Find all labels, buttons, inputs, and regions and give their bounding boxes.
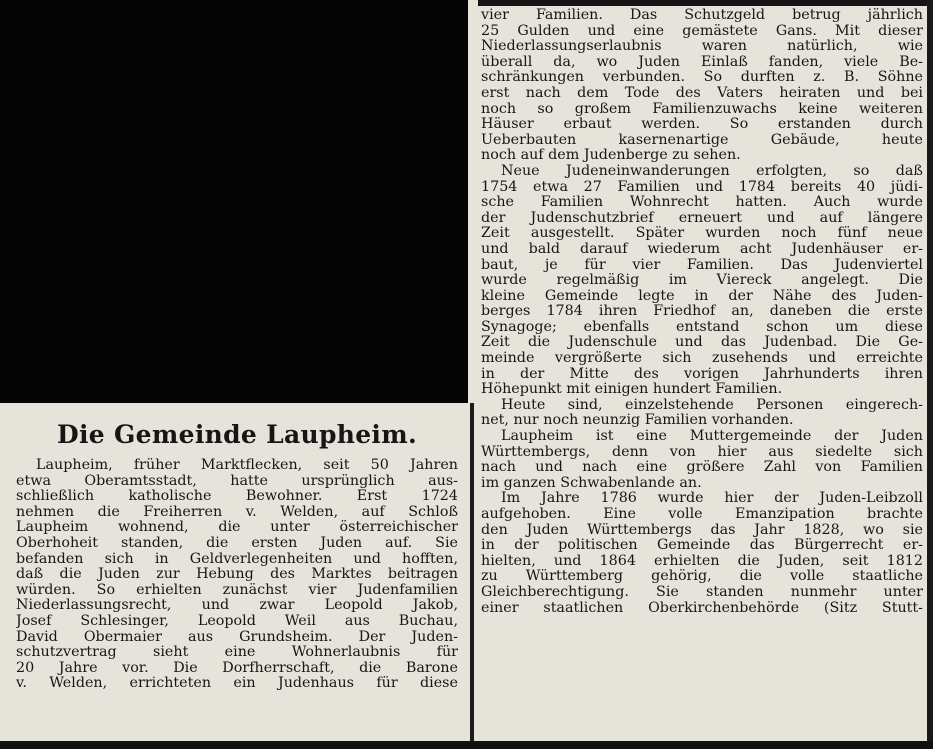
right-edge-border [927, 0, 933, 749]
text-line: Synagoge; ebenfalls entstand schon um diese [481, 319, 923, 335]
text-line: net, nur noch neunzig Familien vorhanden. [481, 413, 794, 429]
text-line: einer staatlichen Oberkirchenbehörde (Sitz Stutt- [481, 600, 923, 616]
text-line: Niederlassungsrecht, und zwar Leopold Jakob, [16, 598, 458, 614]
text-line: noch so großem Familienzuwachs keine weiteren [481, 101, 923, 117]
text-line: hielten, und 1864 erhielten die Juden, seit 1812 [481, 553, 923, 569]
text-line: nehmen die Freiherren v. Welden, auf Schloß [16, 504, 458, 520]
right-column [481, 8, 923, 740]
text-line: Württembergs, denn von hier aus siedelte sich [481, 444, 923, 460]
text-line: baut, je für vier Familien. Das Judenviertel [481, 257, 923, 273]
text-line: in der Mitte des vorigen Jahrhunderts ihren [481, 366, 923, 382]
text-line: der Judenschutzbrief erneuert und auf längere [481, 210, 923, 226]
text-line: zu Württemberg gehörig, die volle staatliche [481, 569, 923, 585]
text-line: Neue Judeneinwanderungen erfolgten, so daß [501, 163, 923, 179]
text-line: v. Welden, errichteten ein Judenhaus für diese [16, 676, 458, 692]
text-line: Heute sind, einzelstehende Personen eingerech- [501, 397, 923, 413]
black-image-area [0, 0, 468, 403]
text-line: noch auf dem Judenberge zu sehen. [481, 148, 741, 164]
text-line: vier Familien. Das Schutzgeld betrug jährlich [481, 8, 923, 23]
text-line: Laupheim ist eine Muttergemeinde der Juden [501, 429, 923, 445]
text-line: Laupheim, früher Marktflecken, seit 50 Jahren [36, 458, 458, 473]
text-line: aufgehoben. Eine volle Emanzipation brachte [481, 507, 923, 522]
text-line: Im Jahre 1786 wurde hier der Juden-Leibzoll [501, 491, 923, 507]
article-title: Die Gemeinde Laupheim. [57, 420, 417, 449]
text-line: 1754 etwa 27 Familien und 1784 bereits 40 jüdi- [481, 179, 923, 195]
text-line: 20 Jahre vor. Die Dorfherrschaft, die Barone [16, 660, 458, 676]
text-line: Oberhoheit standen, die ersten Juden auf. Sie [16, 535, 458, 551]
text-line: Laupheim wohnend, die unter österreichischer [16, 520, 458, 536]
text-line: wurde regelmäßig im Viereck angelegt. Die [481, 273, 923, 289]
text-line: meinde vergrößerte sich zusehends und erreichte [481, 351, 923, 367]
text-line: den Juden Württembergs das Jahr 1828, wo sie [481, 522, 923, 538]
text-line: nach und nach eine größere Zahl von Familien [481, 460, 923, 476]
text-line: befanden sich in Geldverlegenheiten und hofften, [16, 551, 458, 567]
text-line: berges 1784 ihren Friedhof an, daneben die erste [481, 304, 923, 320]
text-line: und bald darauf wiederum acht Judenhäuser er- [481, 241, 923, 257]
text-line: schließlich katholische Bewohner. Erst 1724 [16, 489, 458, 505]
text-line: Häuser erbaut werden. So erstanden durch [481, 117, 923, 133]
text-line: Josef Schlesinger, Leopold Weil aus Buchau, [16, 613, 458, 629]
text-line: etwa Oberamtsstadt, hatte ursprünglich aus- [16, 473, 458, 489]
text-line: Ueberbauten kasernenartige Gebäude, heute [481, 132, 923, 148]
right-column-text [481, 8, 923, 616]
text-line: daß die Juden zur Hebung des Marktes beitragen [16, 567, 458, 583]
text-line: kleine Gemeinde legte in der Nähe des Juden- [481, 288, 923, 304]
top-rule [478, 0, 933, 6]
text-line: in der politischen Gemeinde das Bürgerrecht er- [481, 538, 923, 554]
text-line: Niederlassungserlaubnis waren natürlich, wie [481, 39, 923, 55]
text-line: 25 Gulden und eine gemästete Gans. Mit dieser [481, 23, 923, 39]
text-line: Höhepunkt mit einigen hundert Familien. [481, 382, 783, 398]
bottom-rule [0, 741, 933, 749]
text-line: schränkungen verbunden. So durften z. B. Söhne [481, 70, 923, 86]
text-line: Zeit ausgestellt. Später wurden noch fünf neue [481, 226, 923, 242]
text-line: Gleichberechtigung. Sie standen nunmehr unter [481, 584, 923, 600]
text-line: Zeit die Judenschule und das Judenbad. Die Ge- [481, 335, 923, 351]
text-line: David Obermaier aus Grundsheim. Der Juden- [16, 629, 458, 645]
left-column-text [16, 458, 458, 692]
text-line: sche Familien Wohnrecht hatten. Auch wurde [481, 195, 923, 211]
text-line: überall da, wo Juden Einlaß fanden, viele Be- [481, 54, 923, 70]
text-line: im ganzen Schwabenlande an. [481, 475, 702, 491]
text-line: schutzvertrag sieht eine Wohnerlaubnis für [16, 645, 458, 661]
text-line: erst nach dem Tode des Vaters heiraten und bei [481, 85, 923, 101]
left-column [16, 408, 458, 740]
column-divider [470, 403, 474, 745]
text-line: würden. So erhielten zunächst vier Judenfamilien [16, 582, 458, 598]
